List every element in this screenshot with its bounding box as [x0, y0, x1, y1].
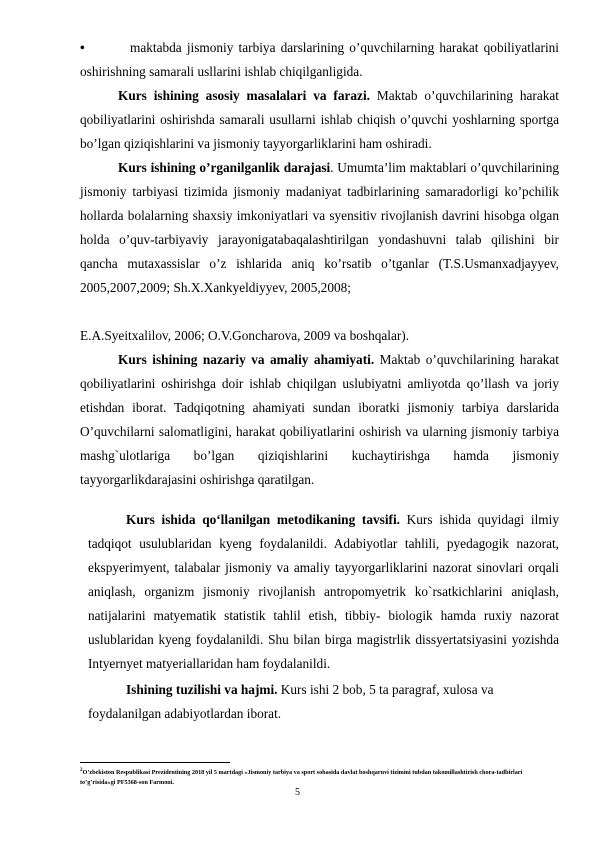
methods-heading: Kurs ishida qo‘llanilgan metodikaning tavsifi.	[126, 512, 400, 527]
footnote-divider	[80, 762, 230, 763]
footnote-text: O’zbekiston Respublikasi Prezidentining 2018 yil 5 martdagi «Jismoniy tarbiya va sport sohasida davlat boshqaruvi tizimini tubdan takomillashtirish chora-tadbirlari to’g’risida»gi PF5368-son Farmoni.	[80, 769, 523, 787]
study-level-heading: Kurs ishining o’rganilganlik darajasi	[118, 160, 331, 175]
footnote	[80, 766, 559, 788]
footnote-marker: 2	[80, 768, 83, 773]
significance-paragraph	[80, 348, 559, 492]
bullet-icon: •	[80, 40, 85, 55]
study-level-text: . Umumta’lim maktablari o’quvchilarining jismoniy tarbiyasi tizimida jismoniy madaniyat tadbirlarining samaradorligi ko’pchilik hollarda bolalarning shaxsiy imkoniyatlari va syensitiv rivojlanish davrini hisobga olgan holda o’quv-tarbiyaviy jarayonigatabaqalashtirilgan yondashuvni talab qilishini bir qancha mutaxassislar o’z ishlarida aniq ko’rsatib o’tganlar (T.S.Usmanxadjayyev, 2005,2007,2009; Sh.X.Xankyeldiyyev, 2005,2008;	[80, 160, 559, 295]
methods-paragraph	[88, 508, 559, 676]
structure-paragraph	[88, 678, 548, 726]
bullet-paragraph	[80, 36, 559, 84]
bullet-text: maktabda jismoniy tarbiya darslarining o’quvchilarning harakat qobiliyatlarini oshirishning samarali usllarini ishlab chiqilganligida.	[80, 40, 559, 79]
methods-text: Kurs ishida quyidagi ilmiy tadqiqot usulublaridan kyeng foydalanildi. Adabiyotlar tahlili, pyedagogik nazorat, ekspyerimyent, talabalar jismoniy va amaliy tayyorgarliklarini nazorat sinovlari orqali aniqlash, organizm jismoniy rivojlanish antropomyetrik ko`rsatkichlarini aniqlash, natijalarini matyematik statistik tahlil etish, tibbiy- biologik hamda ruxiy nazorat uslublaridan kyeng foydalanildi. Shu bilan birga magistrlik dissyertatsiyasini yozishda Intyernyet matyeriallaridan ham foydalanildi.	[88, 512, 559, 671]
structure-text: Kurs ishi 2 bob, 5 ta paragraf, xulosa va foydalanilgan adabiyotlardan iborat.	[88, 682, 494, 721]
significance-text: Maktab o’quvchilarining harakat qobiliyatlarini oshirishga doir ishlab chiqilgan uslubiyatni amliyotda qo’llash va joriy etishdan iborat. Tadqiqotning ahamiyati sundan iboratki jismoniy tarbiya darslarida O’quvchilarni salomatligini, harakat qobiliyatlarini oshirish va ularning jismoniy tarbiya mashg`ulotlariga bo’lgan qiziqishlarini kuchaytirishga hamda jismoniy tayyorgarlikdarajasini oshirishga qaratilgan.	[80, 352, 559, 487]
structure-heading: Ishining tuzilishi va hajmi.	[126, 682, 278, 697]
relevance-heading: Kurs ishining asosiy masalalari va farazi.	[118, 88, 370, 103]
page-number: 5	[295, 787, 300, 798]
study-level-continuation: E.A.Syeitxalilov, 2006; O.V.Goncharova, 2009 va boshqalar).	[80, 328, 410, 343]
relevance-paragraph	[80, 84, 559, 156]
significance-heading: Kurs ishining nazariy va amaliy ahamiyati.	[118, 352, 375, 367]
study-level-paragraph	[80, 156, 559, 300]
relevance-text: Maktab o’quvchilarining harakat qobiliyatlarini oshirishda samarali usullarni ishlab chiqish o’quvchi yoshlarning sportga bo’lgan qiziqishlarini va jismoniy tayyorgarliklarini ham oshiradi.	[80, 88, 559, 151]
